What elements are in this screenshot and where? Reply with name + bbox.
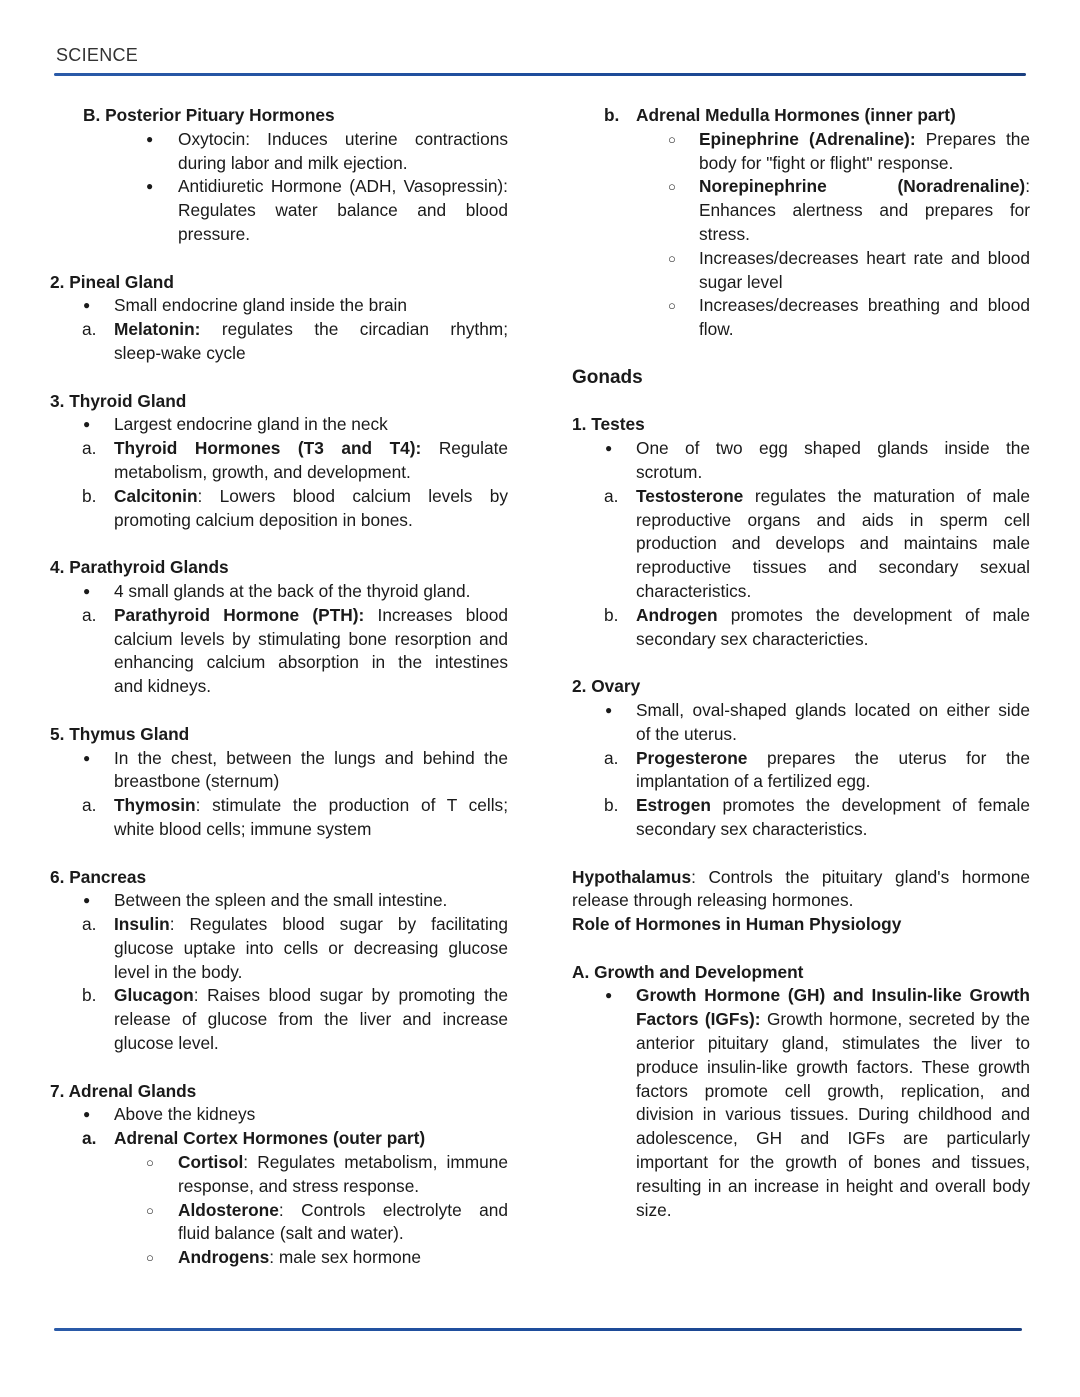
text-line — [50, 199, 508, 223]
bullet-icon — [83, 1103, 90, 1129]
text-line — [572, 532, 1030, 556]
text-line — [50, 604, 508, 628]
testes-andro — [572, 604, 1030, 652]
pineal-mel — [50, 318, 508, 366]
text-line — [572, 628, 1030, 652]
text-segment: white blood cells; immune system — [114, 818, 372, 839]
bold-term: 5. Thymus Gland — [50, 723, 190, 744]
text-line — [572, 247, 1030, 271]
text-segment: Oxytocin: Induces uterine contractions — [178, 128, 508, 149]
text-segment: sugar level — [699, 271, 783, 292]
text-segment: response, and stress response. — [178, 1175, 420, 1196]
text-segment: Small endocrine gland inside the brain — [114, 295, 408, 316]
text-line — [572, 128, 1030, 152]
text-line — [50, 961, 508, 985]
text-segment: : male sex hormone — [269, 1247, 421, 1268]
circle-bullet-icon — [146, 1246, 154, 1271]
role-head — [572, 913, 1030, 937]
text-line — [572, 1175, 1030, 1199]
text-line — [50, 794, 508, 818]
text-segment: enhancing calcium absorption in the intestines — [114, 652, 508, 673]
list-marker: b. — [604, 604, 619, 625]
text-line — [50, 770, 508, 794]
text-line — [50, 485, 508, 509]
text-line — [50, 628, 508, 652]
spacer — [572, 390, 1030, 414]
pancreas-glu — [50, 984, 508, 1055]
text-segment: : Lowers blood calcium levels by — [197, 485, 508, 506]
text-segment: characteristics. — [636, 580, 752, 601]
spacer — [50, 699, 508, 723]
text-line — [50, 223, 508, 247]
text-segment: : Controls electrolyte and — [278, 1199, 508, 1220]
text-segment: regulates the circadian rhythm; — [200, 319, 508, 340]
bold-term: Role of Hormones in Human Physiology — [572, 914, 902, 935]
ovary-est — [572, 794, 1030, 842]
text-line — [50, 651, 508, 675]
list-marker: a. — [82, 795, 97, 816]
text-line — [50, 461, 508, 485]
list-marker: a. — [82, 604, 97, 625]
text-segment: : Raises blood sugar by promoting the — [193, 985, 508, 1006]
bold-term: Thymosin — [114, 795, 196, 816]
text-segment: Largest endocrine gland in the neck — [114, 414, 388, 435]
text-line — [572, 1080, 1030, 1104]
footer-rule — [54, 1328, 1022, 1331]
text-line — [50, 1199, 508, 1223]
text-segment: breastbone (sternum) — [114, 771, 280, 792]
text-line — [572, 913, 1030, 937]
text-line — [50, 937, 508, 961]
text-line — [572, 461, 1030, 485]
bold-term: Testosterone — [636, 485, 744, 506]
pancreas-head — [50, 866, 508, 890]
text-line — [50, 984, 508, 1008]
text-line — [572, 294, 1030, 318]
list-marker: a. — [82, 1128, 97, 1149]
text-segment: promotes the development of male — [717, 604, 1030, 625]
text-line — [572, 889, 1030, 913]
text-segment: glucose level. — [114, 1033, 219, 1054]
text-line — [572, 770, 1030, 794]
ovary-prog — [572, 747, 1030, 795]
text-line — [572, 175, 1030, 199]
bold-term: Melatonin: — [114, 319, 201, 340]
bullet-icon — [83, 889, 90, 915]
text-segment: : Controls the pituitary gland's hormone — [691, 866, 1030, 887]
text-segment: prepares the uterus for the — [747, 747, 1030, 768]
circle-bullet-icon — [146, 1199, 154, 1224]
thyroid-cal — [50, 485, 508, 533]
text-line — [50, 747, 508, 771]
text-line — [50, 1246, 508, 1270]
text-segment: release of glucose from the liver and increase — [114, 1009, 508, 1030]
text-segment: reproductive tissues and secondary sexual — [636, 557, 1030, 578]
text-line — [50, 580, 508, 604]
pancreas-ins — [50, 913, 508, 984]
text-line — [572, 699, 1030, 723]
text-segment: In the chest, between the lungs and behind the — [114, 747, 508, 768]
text-segment: : stimulate the production of T cells; — [195, 795, 508, 816]
bold-term: Glucagon — [114, 985, 194, 1006]
text-line — [572, 413, 1030, 437]
text-segment: produce insulin-like growth factors. These growth — [636, 1056, 1030, 1077]
text-line — [572, 1199, 1030, 1223]
text-segment: : Regulates blood sugar by facilitating — [169, 914, 508, 935]
text-segment: glucose uptake into cells or decreasing glucose — [114, 937, 508, 958]
text-line — [50, 1103, 508, 1127]
text-line — [50, 294, 508, 318]
text-line — [50, 271, 508, 295]
bold-term: Epinephrine (Adrenaline): — [699, 128, 916, 149]
list-marker: a. — [604, 747, 619, 768]
spacer — [572, 342, 1030, 366]
text-line — [572, 199, 1030, 223]
list-marker: b. — [604, 795, 619, 816]
bold-term: Androgens — [178, 1247, 270, 1268]
bold-term: Cortisol — [178, 1152, 244, 1173]
bold-term: 3. Thyroid Gland — [50, 390, 187, 411]
text-segment: secondary sex characteristics. — [636, 818, 868, 839]
testes-testo — [572, 485, 1030, 604]
text-line — [50, 866, 508, 890]
text-line — [50, 390, 508, 414]
text-line — [572, 366, 1030, 390]
text-line — [572, 1103, 1030, 1127]
bullet-icon — [83, 413, 90, 439]
bold-term: 1. Testes — [572, 414, 645, 435]
bold-term: Hypothalamus — [572, 866, 692, 887]
cortex-aldo — [50, 1199, 508, 1247]
right-column — [572, 104, 1030, 1222]
thymus-loc — [50, 747, 508, 795]
text-segment: Gonads — [572, 366, 643, 388]
text-line — [572, 152, 1030, 176]
spacer — [50, 532, 508, 556]
text-line — [50, 1222, 508, 1246]
cortex-andro — [50, 1246, 508, 1270]
text-line — [50, 556, 508, 580]
medulla-epi — [572, 128, 1030, 176]
circle-bullet-icon — [668, 294, 676, 319]
text-segment: fluid balance (salt and water). — [178, 1223, 404, 1244]
text-line — [50, 1127, 508, 1151]
text-segment: anterior pituitary gland, stimulates the liver to — [636, 1033, 1030, 1054]
cortex-cortisol — [50, 1151, 508, 1199]
bold-term: 4. Parathyroid Glands — [50, 557, 229, 578]
left-column — [50, 104, 508, 1270]
bold-term: Adrenal Medulla Hormones (inner part) — [636, 105, 956, 125]
circle-bullet-icon — [668, 247, 676, 272]
text-line — [572, 675, 1030, 699]
list-marker: b. — [82, 485, 97, 506]
list-marker: b. — [604, 105, 620, 125]
text-line — [50, 818, 508, 842]
text-line — [50, 913, 508, 937]
text-line — [50, 318, 508, 342]
text-line — [572, 818, 1030, 842]
spacer — [50, 247, 508, 271]
parathyroid-pth — [50, 604, 508, 699]
text-segment: Prepares the — [915, 128, 1031, 149]
text-line — [50, 437, 508, 461]
text-line — [572, 1008, 1030, 1032]
bullet-icon — [146, 175, 153, 201]
text-line — [572, 271, 1030, 295]
pineal-head — [50, 271, 508, 295]
text-line — [572, 318, 1030, 342]
text-segment: Growth hormone, secreted by the — [760, 1009, 1030, 1030]
text-segment: Increases/decreases heart rate and blood — [699, 247, 1030, 268]
text-segment: Above the kidneys — [114, 1104, 256, 1125]
text-line — [50, 175, 508, 199]
bold-term: Insulin — [114, 914, 170, 935]
text-line — [572, 556, 1030, 580]
adrenal-loc — [50, 1103, 508, 1127]
parathyroid-loc — [50, 580, 508, 604]
bold-term: Adrenal Cortex Hormones (outer part) — [114, 1128, 426, 1149]
pineal-loc — [50, 294, 508, 318]
text-line — [572, 794, 1030, 818]
text-segment: Regulates water balance and blood — [178, 200, 508, 221]
adrenal-head — [50, 1080, 508, 1104]
text-segment: resulting in an increase in height and overall body — [636, 1175, 1030, 1196]
ovary-head — [572, 675, 1030, 699]
text-segment: One of two egg shaped glands inside the — [636, 438, 1030, 459]
text-line — [572, 747, 1030, 771]
medulla-heart — [572, 247, 1030, 295]
text-line — [572, 104, 1030, 128]
text-segment: important for the growth of bones and tissues, — [636, 1152, 1030, 1173]
spacer — [50, 366, 508, 390]
text-segment: adolescence, GH and IGFs are particularly — [636, 1128, 1030, 1149]
text-segment: Between the spleen and the small intestine. — [114, 890, 448, 911]
bold-term: 6. Pancreas — [50, 866, 147, 887]
text-line — [50, 152, 508, 176]
bold-term: Norepinephrine (Noradrenaline) — [699, 176, 1026, 197]
text-segment: Small, oval-shaped glands located on either side — [636, 699, 1030, 720]
bold-term: Factors (IGFs): — [636, 1009, 761, 1030]
text-line — [572, 485, 1030, 509]
bold-term: Aldosterone — [178, 1199, 279, 1220]
thyroid-loc — [50, 413, 508, 437]
text-line — [572, 509, 1030, 533]
text-segment: release through releasing hormones. — [572, 890, 854, 911]
bullet-icon — [146, 128, 153, 154]
thyroid-head — [50, 390, 508, 414]
text-line — [572, 1032, 1030, 1056]
bold-term: 7. Adrenal Glands — [50, 1080, 197, 1101]
bold-term: B. Posterior Pituary Hormones — [83, 105, 335, 125]
text-segment: sleep-wake cycle — [114, 342, 246, 363]
text-line — [572, 723, 1030, 747]
bullet-icon — [605, 984, 612, 1010]
text-segment: Regulate — [421, 438, 508, 459]
text-segment: factors promote cell growth, replication, and — [636, 1080, 1030, 1101]
text-line — [572, 437, 1030, 461]
text-line — [50, 128, 508, 152]
text-segment: pressure. — [178, 223, 251, 244]
bullet-icon — [83, 747, 90, 773]
list-marker: a. — [82, 914, 97, 935]
text-line — [50, 342, 508, 366]
hypothalamus — [572, 866, 1030, 914]
text-line — [572, 580, 1030, 604]
bold-term: 2. Pineal Gland — [50, 271, 174, 292]
text-line — [572, 1056, 1030, 1080]
pp-oxy — [50, 128, 508, 176]
bullet-icon — [605, 437, 612, 463]
medulla-breath — [572, 294, 1030, 342]
text-line — [50, 104, 508, 128]
spacer — [572, 842, 1030, 866]
bullet-icon — [83, 580, 90, 606]
bold-term: Progesterone — [636, 747, 748, 768]
text-segment: Enhances alertness and prepares for — [699, 200, 1030, 221]
text-line — [572, 984, 1030, 1008]
bold-term: 2. Ovary — [572, 676, 641, 697]
text-segment: : — [1025, 176, 1030, 197]
thymus-head — [50, 723, 508, 747]
growth-gh — [572, 984, 1030, 1222]
text-line — [50, 1080, 508, 1104]
testes-head — [572, 413, 1030, 437]
ovary-loc — [572, 699, 1030, 747]
text-segment: level in the body. — [114, 961, 243, 982]
text-segment: flow. — [699, 319, 734, 340]
parathyroid-head — [50, 556, 508, 580]
text-segment: reproductive organs and aids in sperm cell — [636, 509, 1030, 530]
text-line — [50, 723, 508, 747]
growth-head — [572, 961, 1030, 985]
text-segment: secondary sex charactericties. — [636, 628, 869, 649]
text-line — [50, 1151, 508, 1175]
bold-term: A. Growth and Development — [572, 961, 804, 982]
spacer — [572, 937, 1030, 961]
text-segment: promoting calcium deposition in bones. — [114, 509, 413, 530]
bold-term: Androgen — [636, 604, 718, 625]
text-segment: of the uterus. — [636, 723, 737, 744]
bullet-icon — [605, 699, 612, 725]
text-segment: stress. — [699, 223, 750, 244]
spacer — [50, 1056, 508, 1080]
text-segment: Increases/decreases breathing and blood — [699, 295, 1030, 316]
text-segment: division in various tissues. During childhood and — [636, 1104, 1030, 1125]
text-line — [50, 1175, 508, 1199]
text-line — [50, 675, 508, 699]
text-line — [572, 961, 1030, 985]
text-segment: implantation of a fertilized egg. — [636, 771, 871, 792]
text-segment: regulates the maturation of male — [743, 485, 1030, 506]
list-marker: b. — [82, 985, 97, 1006]
bold-term: Estrogen — [636, 795, 711, 816]
text-segment: metabolism, growth, and development. — [114, 461, 411, 482]
text-line — [50, 413, 508, 437]
text-segment: size. — [636, 1199, 672, 1220]
pp-adh — [50, 175, 508, 246]
text-line — [572, 1151, 1030, 1175]
adrenal-cortex — [50, 1127, 508, 1151]
circle-bullet-icon — [146, 1151, 154, 1176]
pp-head — [50, 104, 508, 128]
text-line — [50, 1032, 508, 1056]
header-rule — [54, 73, 1026, 76]
pancreas-loc — [50, 889, 508, 913]
text-line — [572, 866, 1030, 890]
circle-bullet-icon — [668, 128, 676, 153]
page-header: SCIENCE — [56, 45, 139, 65]
text-segment: scrotum. — [636, 461, 703, 482]
list-marker: a. — [82, 319, 97, 340]
text-line — [50, 889, 508, 913]
text-line — [572, 223, 1030, 247]
text-segment: : Regulates metabolism, immune — [243, 1152, 508, 1173]
medulla-nor — [572, 175, 1030, 246]
gonads-head — [572, 366, 1030, 390]
text-line — [572, 604, 1030, 628]
text-segment: during labor and milk ejection. — [178, 152, 408, 173]
bullet-icon — [83, 294, 90, 320]
text-segment: body for "fight or flight" response. — [699, 152, 954, 173]
text-segment: promotes the development of female — [710, 795, 1030, 816]
list-marker: a. — [82, 438, 97, 459]
text-segment: and kidneys. — [114, 676, 212, 697]
thyroid-th — [50, 437, 508, 485]
testes-loc — [572, 437, 1030, 485]
thymus-thy — [50, 794, 508, 842]
text-line — [50, 1008, 508, 1032]
list-marker: a. — [604, 485, 619, 506]
spacer — [50, 842, 508, 866]
text-line — [50, 509, 508, 533]
text-segment: Increases blood — [364, 604, 508, 625]
bold-term: Parathyroid Hormone (PTH): — [114, 604, 365, 625]
text-segment: production and develops and maintains male — [636, 533, 1030, 554]
text-segment: Antidiuretic Hormone (ADH, Vasopressin): — [178, 176, 508, 197]
text-segment: 4 small glands at the back of the thyroid gland. — [114, 580, 471, 601]
text-segment: calcium levels by stimulating bone resorption and — [114, 628, 508, 649]
bold-term: Calcitonin — [114, 485, 198, 506]
bold-term: Thyroid Hormones (T3 and T4): — [114, 438, 422, 459]
spacer — [572, 651, 1030, 675]
text-line — [572, 1127, 1030, 1151]
medulla-head — [572, 104, 1030, 128]
bold-term: Growth Hormone (GH) and Insulin-like Growth — [636, 985, 1030, 1006]
circle-bullet-icon — [668, 175, 676, 200]
